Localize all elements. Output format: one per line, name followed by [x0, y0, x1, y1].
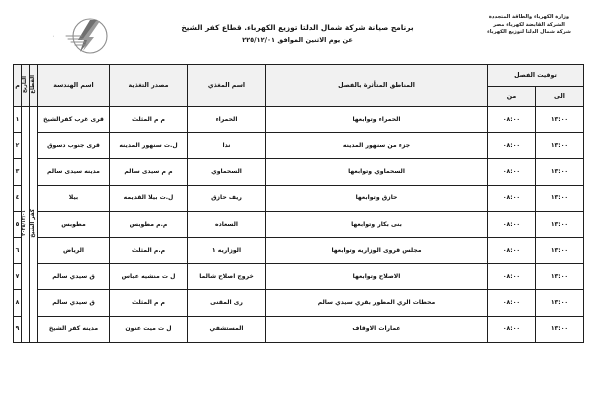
cell-time-to: ١٣:٠٠ [536, 290, 584, 316]
cell-engineering-name: مدينه سيدى سالم [38, 159, 110, 185]
cell-feeder-name: رى المقنى [188, 290, 266, 316]
cell-index: ٦ [14, 237, 22, 263]
cell-feeder-name: الحمراء [188, 107, 266, 133]
table-row [14, 211, 584, 237]
table-body [14, 107, 584, 343]
cell-engineering-name: ق سيدي سالم [38, 290, 110, 316]
cell-time-from: ٠٨:٠٠ [488, 211, 536, 237]
column-header-feeder-name: اسم المغذي [188, 65, 266, 107]
cell-time-to: ١٣:٠٠ [536, 107, 584, 133]
cell-feeder-name: ريف حازق [188, 185, 266, 211]
cell-time-from: ٠٨:٠٠ [488, 290, 536, 316]
cell-engineering-name: ق سيدي سالم [38, 264, 110, 290]
column-header-time-to: الى [536, 87, 584, 107]
date-value: ٢٠٢٥/١٢/٠١ [22, 210, 28, 236]
table-row [14, 159, 584, 185]
cell-feeder-name: السحماوي [188, 159, 266, 185]
cell-affected-areas: محطات الري المطور بقري سيدي سالم [266, 290, 488, 316]
org-line-holding-company: الشركة القابضة لكهرباء مصر [493, 21, 565, 28]
cell-affected-areas: بنى بكار وتوابعها [266, 211, 488, 237]
cell-supply-source: ل.ت سنهور المدينه [110, 133, 188, 159]
cell-feeder-name: الوزاريه ١ [188, 237, 266, 263]
column-header-engineering-name: اسم الهندسة [38, 65, 110, 107]
cell-time-to: ١٣:٠٠ [536, 159, 584, 185]
north-delta-electricity-logo [52, 15, 118, 57]
cell-time-to: ١٣:٠٠ [536, 185, 584, 211]
cell-supply-source: م م المثلث [110, 107, 188, 133]
cell-time-to: ١٣:٠٠ [536, 211, 584, 237]
cell-affected-areas: الاصلاح وتوابعها [266, 264, 488, 290]
cell-supply-source: م.م مطوبس [110, 211, 188, 237]
cell-date-merged [22, 107, 30, 343]
cell-affected-areas: مجلس قروى الوزاريه وتوابعها [266, 237, 488, 263]
cell-index: ٨ [14, 290, 22, 316]
cell-time-to: ١٣:٠٠ [536, 133, 584, 159]
table-row [14, 185, 584, 211]
cell-index: ٩ [14, 316, 22, 342]
table-row [14, 133, 584, 159]
maintenance-schedule-table [13, 64, 584, 343]
table-row [14, 264, 584, 290]
cell-affected-areas: السحماوي وتوابعها [266, 159, 488, 185]
column-header-supply-source: مصدر التغذية [110, 65, 188, 107]
cell-engineering-name: قرى جنوب دسوق [38, 133, 110, 159]
page-subtitle-date: عن يوم الاثنين الموافق ٢٢٥/١٢/٠١ [242, 36, 353, 45]
cell-time-from: ٠٨:٠٠ [488, 264, 536, 290]
cell-affected-areas: حازق وتوابعها [266, 185, 488, 211]
cell-feeder-name: السعاده [188, 211, 266, 237]
svg-text:•: • [52, 35, 54, 38]
cell-engineering-name: مطوبس [38, 211, 110, 237]
column-header-time-from: من [488, 87, 536, 107]
cell-time-from: ٠٨:٠٠ [488, 107, 536, 133]
cell-affected-areas: الحمراء وتوابعها [266, 107, 488, 133]
cell-supply-source: ل ت ميت عنون [110, 316, 188, 342]
cell-sector-merged [30, 107, 38, 343]
cell-feeder-name: خروج اصلاح شالما [188, 264, 266, 290]
cell-time-from: ٠٨:٠٠ [488, 133, 536, 159]
cell-index: ٥ [14, 211, 22, 237]
cell-feeder-name: المستشفي [188, 316, 266, 342]
organization-header [470, 14, 588, 37]
cell-supply-source: م م سيدى سالم [110, 159, 188, 185]
cell-engineering-name: الرياض [38, 237, 110, 263]
cell-engineering-name: مدينه كفر الشيخ [38, 316, 110, 342]
cell-index: ٧ [14, 264, 22, 290]
sector-value: كفر الشيخ [29, 208, 36, 238]
document-masthead [0, 0, 600, 58]
document-title-block [165, 22, 430, 46]
maintenance-schedule-table-wrap [16, 64, 584, 343]
cell-time-from: ٠٨:٠٠ [488, 237, 536, 263]
table-row [14, 237, 584, 263]
cell-supply-source: ل.ت بيلا القديمه [110, 185, 188, 211]
cell-affected-areas: جزء من سنهور المدينه [266, 133, 488, 159]
table-row [14, 290, 584, 316]
table-header [14, 65, 584, 107]
cell-time-from: ٠٨:٠٠ [488, 185, 536, 211]
cell-index: ٢ [14, 133, 22, 159]
cell-engineering-name: قرى غرب كفرالشيخ [38, 107, 110, 133]
cell-supply-source: م.م المثلث [110, 237, 188, 263]
cell-engineering-name: بيلا [38, 185, 110, 211]
cell-supply-source: م م المثلث [110, 290, 188, 316]
cell-index: ٤ [14, 185, 22, 211]
column-header-index: م [14, 65, 22, 107]
cell-time-to: ١٣:٠٠ [536, 264, 584, 290]
column-header-outage-time: توقيت الفصل [488, 65, 584, 87]
page-title: برنامج صيانة شركة شمال الدلتا توزيع الكهرباء. قطاع كفر الشيخ [181, 23, 414, 32]
org-line-distribution-company: شركة شمال الدلتا لتوزيع الكهرباء [487, 29, 571, 36]
table-row [14, 107, 584, 133]
cell-index: ٣ [14, 159, 22, 185]
cell-time-to: ١٣:٠٠ [536, 237, 584, 263]
cell-feeder-name: ندا [188, 133, 266, 159]
column-header-affected-areas: المناطق المتأثرة بالفصل [266, 65, 488, 107]
cell-affected-areas: عمارات الاوقاف [266, 316, 488, 342]
table-row [14, 316, 584, 342]
cell-time-from: ٠٨:٠٠ [488, 159, 536, 185]
cell-time-from: ٠٨:٠٠ [488, 316, 536, 342]
cell-time-to: ١٣:٠٠ [536, 316, 584, 342]
column-header-date: التاريخ [22, 65, 30, 107]
org-line-ministry: وزارة الكهرباء والطاقة المتجددة [488, 14, 570, 20]
cell-supply-source: ل ت منشيه عباس [110, 264, 188, 290]
cell-index: ١ [14, 107, 22, 133]
column-header-sector: القطاع [30, 65, 38, 107]
